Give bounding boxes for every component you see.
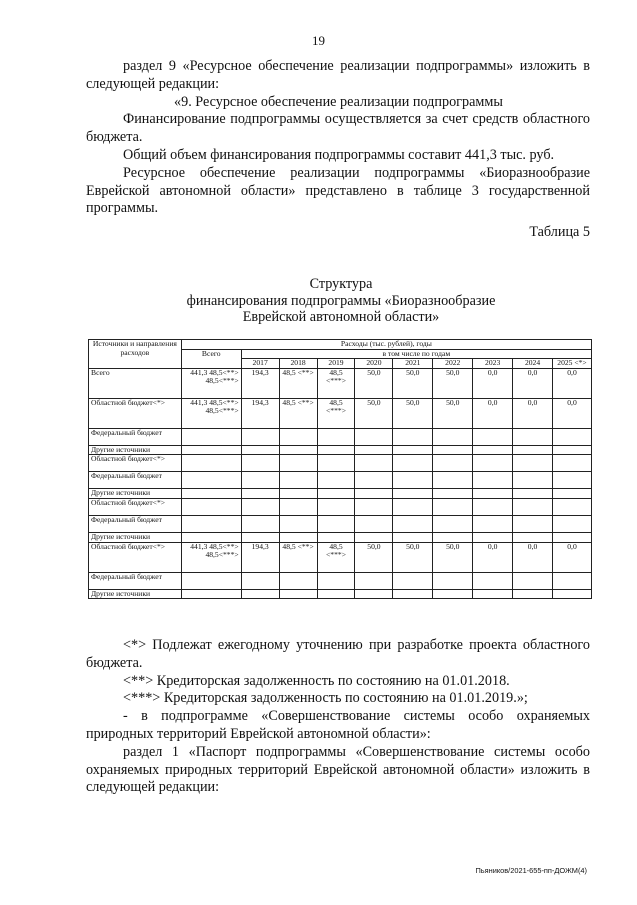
year-value: [553, 489, 592, 499]
year-value: [433, 455, 473, 472]
year-value: [279, 428, 317, 445]
year-value: 48,5 <**>: [279, 398, 317, 428]
note-3: <***> Кредиторская задолженность по состоянию на 01.01.2019.»;: [123, 690, 528, 707]
year-value: [317, 472, 355, 489]
intro-text: [86, 58, 590, 218]
year-value: [553, 515, 592, 532]
year-value: [553, 532, 592, 542]
year-value: 194,3: [241, 368, 279, 398]
row-label: Областной бюджет<*>: [89, 498, 182, 515]
year-value: [473, 489, 513, 499]
table-row: [89, 532, 592, 542]
year-value: [241, 428, 279, 445]
year-value: [279, 589, 317, 599]
row-total: 441,3 48,5<**> 48,5<***>: [181, 398, 241, 428]
year-value: [473, 455, 513, 472]
row-total: [181, 455, 241, 472]
year-value: [473, 445, 513, 455]
year-value: 50,0: [355, 398, 393, 428]
year-value: [433, 445, 473, 455]
year-value: [279, 455, 317, 472]
header-year: 2018: [279, 359, 317, 369]
year-value: [317, 428, 355, 445]
table-row: [89, 455, 592, 472]
year-value: [317, 589, 355, 599]
year-value: [513, 489, 553, 499]
row-label: Федеральный бюджет: [89, 515, 182, 532]
page-number: 19: [312, 33, 325, 48]
year-value: [433, 472, 473, 489]
header-year: 2021: [393, 359, 433, 369]
header-year: 2019: [317, 359, 355, 369]
year-value: [241, 589, 279, 599]
year-value: [393, 489, 433, 499]
year-value: [241, 572, 279, 589]
year-value: [317, 445, 355, 455]
row-label: Областной бюджет<*>: [89, 455, 182, 472]
year-value: [393, 589, 433, 599]
year-value: [513, 455, 553, 472]
year-value: [393, 572, 433, 589]
year-value: [241, 532, 279, 542]
year-value: [393, 532, 433, 542]
year-value: [279, 572, 317, 589]
table-row: [89, 542, 592, 572]
header-year: 2022: [433, 359, 473, 369]
year-value: [433, 498, 473, 515]
year-value: [317, 515, 355, 532]
header-by-year: в том числе по годам: [241, 349, 591, 359]
year-value: [473, 589, 513, 599]
year-value: 50,0: [433, 542, 473, 572]
year-value: 48,5 <***>: [317, 368, 355, 398]
header-year: 2017: [241, 359, 279, 369]
year-value: 0,0: [553, 542, 592, 572]
year-value: 50,0: [393, 368, 433, 398]
table-row: [89, 368, 592, 398]
year-value: [513, 589, 553, 599]
year-value: [317, 532, 355, 542]
header-year: 2025 <*>: [553, 359, 592, 369]
year-value: [513, 572, 553, 589]
year-value: 50,0: [393, 398, 433, 428]
financing-table: [88, 339, 592, 599]
header-year: 2023: [473, 359, 513, 369]
year-value: [433, 515, 473, 532]
row-label: Областной бюджет<*>: [89, 542, 182, 572]
year-value: [279, 472, 317, 489]
year-value: [513, 445, 553, 455]
year-value: [513, 498, 553, 515]
year-value: [355, 498, 393, 515]
year-value: 50,0: [433, 398, 473, 428]
structure-title-line: Структура: [309, 276, 373, 292]
header-total: Всего: [181, 349, 241, 368]
year-value: [553, 589, 592, 599]
row-label: Другие источники: [89, 532, 182, 542]
year-value: 0,0: [513, 398, 553, 428]
paragraph-heading: «9. Ресурсное обеспечение реализации подпрограммы: [174, 93, 503, 110]
year-value: 0,0: [473, 368, 513, 398]
year-value: 0,0: [473, 542, 513, 572]
year-value: [393, 472, 433, 489]
row-total: [181, 572, 241, 589]
year-value: [355, 589, 393, 599]
year-value: [317, 498, 355, 515]
year-value: [473, 532, 513, 542]
year-value: [393, 455, 433, 472]
year-value: [279, 515, 317, 532]
year-value: [241, 445, 279, 455]
year-value: [355, 515, 393, 532]
year-value: [393, 515, 433, 532]
year-value: 48,5 <***>: [317, 542, 355, 572]
year-value: 194,3: [241, 398, 279, 428]
row-total: [181, 498, 241, 515]
year-value: [279, 532, 317, 542]
year-value: [241, 472, 279, 489]
structure-title: [86, 276, 596, 326]
year-value: [433, 489, 473, 499]
paragraph-resources: Ресурсное обеспечение реализации подпрограммы «Биоразнообразие Еврейской автономной области» представлено в таблице 3 государственной программы.: [86, 164, 590, 217]
year-value: [513, 472, 553, 489]
year-value: 48,5 <**>: [279, 368, 317, 398]
notes: [86, 637, 590, 797]
year-value: [433, 428, 473, 445]
year-value: 48,5 <**>: [279, 542, 317, 572]
paragraph-financing: Финансирование подпрограммы осуществляется за счет средств областного бюджета.: [86, 111, 590, 146]
year-value: [553, 498, 592, 515]
year-value: 50,0: [355, 368, 393, 398]
row-total: [181, 515, 241, 532]
paragraph-section-9: раздел 9 «Ресурсное обеспечение реализации подпрограммы» изложить в следующей редакции:: [86, 58, 590, 92]
row-label: Федеральный бюджет: [89, 472, 182, 489]
year-value: [241, 455, 279, 472]
footer-code: Пьяников/2021-655-пп-ДОЖМ(4): [475, 866, 587, 875]
year-value: [553, 445, 592, 455]
row-total: [181, 445, 241, 455]
paragraph-total: Общий объем финансирования подпрограммы составит 441,3 тыс. руб.: [123, 146, 555, 163]
year-value: 48,5 <***>: [317, 398, 355, 428]
table-label: Таблица 5: [529, 224, 590, 240]
year-value: 194,3: [241, 542, 279, 572]
table-row: [89, 398, 592, 428]
row-label: Федеральный бюджет: [89, 572, 182, 589]
row-label: Другие источники: [89, 445, 182, 455]
note-2: <**> Кредиторская задолженность по состоянию на 01.01.2018.: [123, 672, 510, 689]
table-row: [89, 515, 592, 532]
row-total: [181, 532, 241, 542]
paragraph-subprogram: - в подпрограмме «Совершенствование системы особо охраняемых природных территорий Еврейской автономной области»:: [86, 708, 590, 742]
year-value: [473, 572, 513, 589]
year-value: [355, 472, 393, 489]
paragraph-section-1: раздел 1 «Паспорт подпрограммы «Совершенствование системы особо охраняемых природных территорий Еврейской автономной области» изложить в следующей редакции:: [86, 743, 590, 796]
table-row: [89, 472, 592, 489]
year-value: 0,0: [553, 398, 592, 428]
year-value: [317, 455, 355, 472]
year-value: [279, 498, 317, 515]
year-value: [355, 572, 393, 589]
year-value: 0,0: [513, 368, 553, 398]
year-value: 0,0: [473, 398, 513, 428]
row-total: [181, 589, 241, 599]
structure-title-line: финансирования подпрограммы «Биоразнообразие: [186, 292, 496, 309]
year-value: [317, 489, 355, 499]
note-1: <*> Подлежат ежегодному уточнению при разработке проекта областного бюджета.: [86, 637, 590, 671]
year-value: [473, 428, 513, 445]
year-value: [279, 489, 317, 499]
year-value: [393, 428, 433, 445]
year-value: [355, 455, 393, 472]
table-body: [89, 368, 592, 598]
year-value: 0,0: [553, 368, 592, 398]
year-value: [513, 532, 553, 542]
year-value: [355, 489, 393, 499]
row-label: Федеральный бюджет: [89, 428, 182, 445]
year-value: [473, 472, 513, 489]
year-value: [241, 515, 279, 532]
year-value: [241, 489, 279, 499]
year-value: [433, 532, 473, 542]
year-value: [473, 515, 513, 532]
year-value: [433, 589, 473, 599]
year-value: [355, 428, 393, 445]
year-value: [473, 498, 513, 515]
year-value: [553, 455, 592, 472]
year-value: 50,0: [393, 542, 433, 572]
year-value: [355, 445, 393, 455]
header-year: 2020: [355, 359, 393, 369]
row-total: [181, 489, 241, 499]
year-value: 50,0: [433, 368, 473, 398]
structure-title-line: Еврейской автономной области»: [242, 309, 440, 325]
row-total: [181, 428, 241, 445]
table-row: [89, 428, 592, 445]
table-row: [89, 589, 592, 599]
row-label: Другие источники: [89, 489, 182, 499]
year-value: [317, 572, 355, 589]
year-value: 50,0: [355, 542, 393, 572]
row-label: Всего: [89, 368, 182, 398]
year-value: [433, 572, 473, 589]
year-value: [393, 498, 433, 515]
row-label: Другие источники: [89, 589, 182, 599]
year-value: [279, 445, 317, 455]
year-value: [513, 428, 553, 445]
header-year: 2024: [513, 359, 553, 369]
header-sources: Источники и направления расходов: [89, 340, 182, 369]
row-total: 441,3 48,5<**> 48,5<***>: [181, 542, 241, 572]
year-value: [553, 428, 592, 445]
year-value: [241, 498, 279, 515]
year-value: 0,0: [513, 542, 553, 572]
row-total: [181, 472, 241, 489]
year-value: [355, 532, 393, 542]
row-label: Областной бюджет<*>: [89, 398, 182, 428]
table-row: [89, 572, 592, 589]
year-value: [553, 472, 592, 489]
row-total: 441,3 48,5<**> 48,5<***>: [181, 368, 241, 398]
table-row: [89, 498, 592, 515]
header-expenses: Расходы (тыс. рублей), годы: [181, 340, 591, 350]
year-value: [513, 515, 553, 532]
year-value: [393, 445, 433, 455]
year-value: [553, 572, 592, 589]
